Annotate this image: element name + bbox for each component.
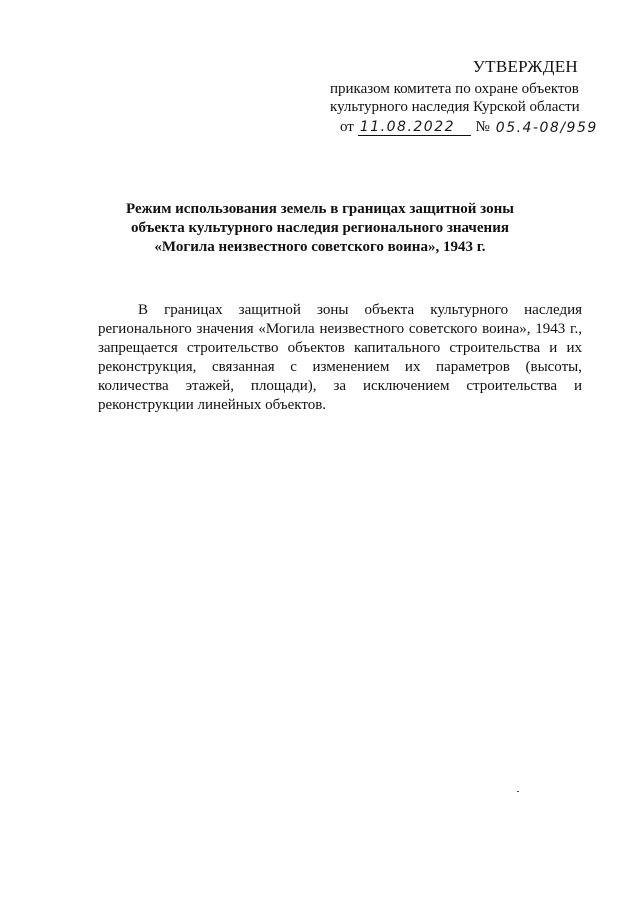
title-line-1: Режим использования земель в границах защитной зоны xyxy=(126,201,514,217)
approval-line-2: культурного наследия Курской области xyxy=(330,99,580,115)
approval-date-number-line xyxy=(330,118,600,136)
approval-line-1: приказом комитета по охране объектов xyxy=(330,81,579,97)
number-prefix: № xyxy=(475,119,490,135)
date-prefix: от xyxy=(340,119,354,135)
body-paragraph: В границах защитной зоны объекта культурного наследия регионального значения «Могила неизвестного советского воина», 1943 г., запрещается строительство объектов капитального строительства и их реконструкция, связанная с изменением их параметров (высоты, количества этажей, площади), за исключением строительства и реконструкции линейных объектов. xyxy=(98,302,582,413)
handwritten-number: 05.4-08/959 xyxy=(495,120,598,136)
title-line-3: «Могила неизвестного советского воина», 1943 г. xyxy=(154,239,486,255)
document-title xyxy=(100,200,540,257)
approval-block xyxy=(330,58,600,136)
scan-speck xyxy=(517,791,519,792)
approval-title: УТВЕРЖДЕН xyxy=(472,57,578,76)
title-line-2: объекта культурного наследия регионального значения xyxy=(131,220,509,236)
handwritten-date: 11.08.2022 xyxy=(358,119,472,136)
